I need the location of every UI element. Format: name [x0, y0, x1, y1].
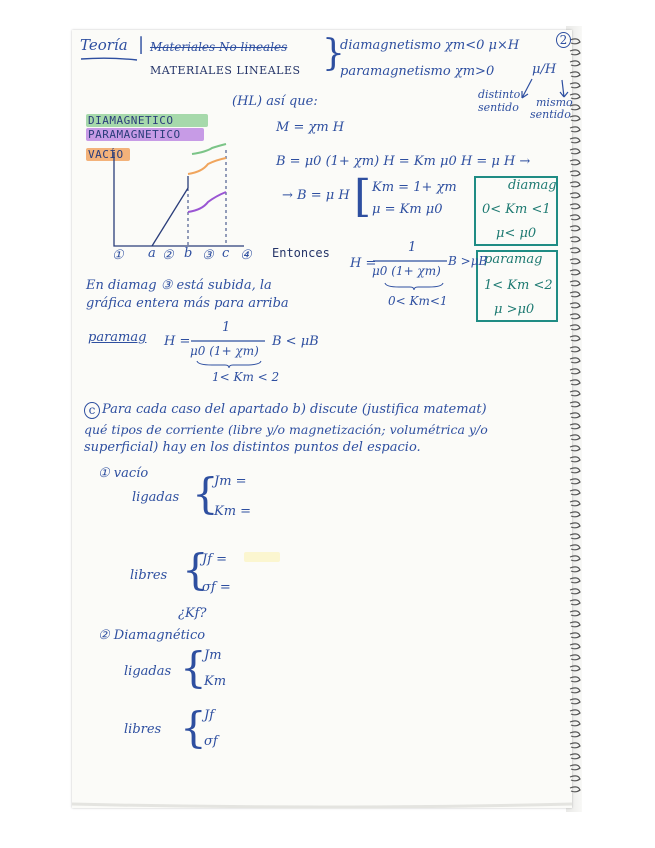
- question-line1: Para cada caso del apartado b) discute (justifica matemat): [102, 402, 487, 417]
- spiral-loop: [570, 490, 580, 495]
- spiral-loop: [570, 787, 580, 792]
- field-sketch-plot: [84, 140, 254, 250]
- spiral-loop: [570, 644, 580, 649]
- vacio-kf: ¿Kf?: [178, 606, 207, 621]
- sentido2-text: sentido: [530, 108, 571, 121]
- divider-mark: |: [138, 34, 145, 55]
- h-eq-under: 0< Km<1: [388, 294, 448, 308]
- axis-c3: ③: [202, 248, 214, 263]
- title-underline: [80, 56, 138, 62]
- axis-c1: ①: [112, 248, 124, 263]
- spiral-loop: [570, 127, 580, 132]
- spiral-loop: [570, 402, 580, 407]
- spiral-loop: [570, 446, 580, 451]
- legend-paramag: PARAMAGNETICO: [88, 128, 181, 141]
- h-direction: μ/H: [532, 62, 557, 77]
- spiral-loop: [570, 534, 580, 539]
- spiral-loop: [570, 39, 580, 44]
- spiral-loop: [570, 523, 580, 528]
- spiral-loop: [570, 149, 580, 154]
- legend-vacio: VACÍO: [88, 148, 124, 161]
- question-line3: superficial) hay en los distintos puntos del espacio.: [84, 440, 421, 455]
- spiral-loop: [570, 501, 580, 506]
- spiral-loop: [570, 61, 580, 66]
- crossed-text: Materiales No lineales: [150, 40, 288, 54]
- diam-ligadas: ligadas: [124, 664, 172, 679]
- diam-sf: σf: [204, 734, 218, 749]
- spiral-loop: [570, 743, 580, 748]
- spiral-loop: [570, 237, 580, 242]
- spiral-loop: [570, 182, 580, 187]
- vacio-jf: Jf =: [202, 552, 228, 567]
- spiral-loop: [570, 556, 580, 561]
- spiral-loop: [570, 732, 580, 737]
- diamag-box-l2: μ< μ0: [496, 226, 537, 241]
- spiral-loop: [570, 226, 580, 231]
- diam-jf: Jf: [204, 708, 215, 723]
- vacio-sf: σf =: [202, 580, 231, 595]
- legend-diamag: DIAMAGNETICO: [88, 114, 174, 127]
- paramag-eq-label: paramag: [88, 330, 147, 345]
- spiral-loop: [570, 435, 580, 440]
- paramag-eq-den: μ0 (1+ χm): [190, 344, 259, 358]
- mismo-text: mismo: [536, 96, 573, 109]
- paramag-eq-rhs: B < μB: [272, 334, 319, 349]
- spiral-loop: [570, 325, 580, 330]
- eq-b: B = μ0 (1+ χm) H = Km μ0 H = μ H →: [276, 154, 531, 169]
- paramag-eq-num: 1: [222, 320, 231, 335]
- paramag-box-title: paramag: [484, 252, 543, 267]
- spiral-loop: [570, 270, 580, 275]
- spiral-loop: [570, 578, 580, 583]
- spiral-loop: [570, 50, 580, 55]
- spiral-loop: [570, 666, 580, 671]
- spiral-loop: [570, 160, 580, 165]
- spiral-loop: [570, 776, 580, 781]
- spiral-loop: [570, 248, 580, 253]
- vacio-brace-2: {: [182, 545, 209, 594]
- spiral-loop: [570, 567, 580, 572]
- spiral-loop: [570, 391, 580, 396]
- spiral-loop: [570, 72, 580, 77]
- spiral-loop: [570, 633, 580, 638]
- eq-km: Km = 1+ χm: [372, 180, 457, 195]
- axis-a: a: [148, 246, 156, 261]
- spiral-loop: [570, 347, 580, 352]
- spiral-loop: [570, 413, 580, 418]
- spiral-loop: [570, 171, 580, 176]
- diamag-box-l1: 0< Km <1: [482, 202, 551, 217]
- spiral-loop: [570, 677, 580, 682]
- paramag-eq-under: 1< Km < 2: [212, 370, 280, 384]
- spiral-loop: [570, 336, 580, 341]
- eq-b2: → B = μ H: [282, 188, 350, 203]
- spiral-loop: [570, 259, 580, 264]
- spiral-loop: [570, 512, 580, 517]
- spiral-loop: [570, 358, 580, 363]
- spiral-loop: [570, 765, 580, 770]
- axis-c4: ④: [240, 248, 252, 263]
- diam-brace-2: {: [180, 703, 207, 752]
- spiral-loop: [570, 303, 580, 308]
- spiral-loop: [570, 314, 580, 319]
- eq-m: M = χm H: [276, 120, 345, 135]
- spiral-loop: [570, 611, 580, 616]
- axis-c: c: [222, 246, 230, 261]
- distinto-text: distinto: [478, 88, 521, 101]
- spiral-loop: [570, 600, 580, 605]
- spiral-loop: [570, 710, 580, 715]
- spiral-loop: [570, 754, 580, 759]
- paramag-line: paramagnetismo χm>0: [340, 64, 495, 79]
- paramag-eq-lhs: H =: [164, 334, 191, 349]
- spiral-loop: [570, 193, 580, 198]
- vacio-jm: Jm =: [214, 474, 247, 489]
- faint-highlight: [244, 552, 280, 562]
- diam-jm: Jm: [204, 648, 222, 663]
- spiral-loop: [570, 204, 580, 209]
- circled-two: 2: [556, 32, 571, 48]
- diam-libres: libres: [124, 722, 162, 737]
- diam-head: ② Diamagnético: [98, 628, 206, 643]
- h-eq-underbrace: [384, 282, 444, 290]
- spiral-loop: [570, 688, 580, 693]
- paramag-eq-fraction-line: [190, 340, 266, 343]
- question-letter: c: [84, 402, 100, 419]
- diam-km: Km: [204, 674, 227, 689]
- theory-title: Teoría: [80, 36, 128, 54]
- eq-mu: μ = Km μ0: [372, 202, 443, 217]
- bottom-page-shadow: [72, 800, 572, 812]
- spiral-loop: [570, 545, 580, 550]
- h-eq-rhs: B >μB: [448, 254, 488, 268]
- question-line2: qué tipos de corriente (libre y/o magnetización; volumétrica y/o: [84, 422, 488, 437]
- sentido1-text: sentido: [478, 101, 519, 114]
- spiral-loop: [570, 699, 580, 704]
- h-eq-fraction-line: [372, 260, 448, 263]
- vacio-brace-1: {: [192, 469, 219, 518]
- spiral-loop: [570, 468, 580, 473]
- spiral-loop: [570, 655, 580, 660]
- paramag-box-l1: 1< Km <2: [484, 278, 553, 293]
- spiral-loop: [570, 138, 580, 143]
- spiral-loop: [570, 369, 580, 374]
- spiral-loop: [570, 116, 580, 121]
- vacio-libres: libres: [130, 568, 168, 583]
- diamag-box-title: diamag: [508, 178, 557, 193]
- note-line2: gráfica entera más para arriba: [86, 296, 289, 311]
- spiral-loop: [570, 622, 580, 627]
- spiral-loop: [570, 479, 580, 484]
- spiral-loop: [570, 424, 580, 429]
- hl-text: (HL) así que:: [232, 94, 318, 109]
- h-eq-num: 1: [408, 240, 417, 255]
- h-eq-lhs: H =: [350, 256, 377, 271]
- vacio-ligadas: ligadas: [132, 490, 180, 505]
- vacio-head: ① vacío: [98, 466, 149, 481]
- diam-brace-1: {: [180, 643, 207, 692]
- axis-c2: ②: [162, 248, 174, 263]
- spiral-loop: [570, 380, 580, 385]
- spiral-loop: [570, 281, 580, 286]
- note-line1: En diamag ③ está subida, la: [86, 278, 272, 293]
- linear-materials: MATERIALES LINEALES: [150, 64, 301, 77]
- paramag-eq-underbrace: [196, 360, 262, 368]
- entonces-label: Entonces: [272, 246, 330, 260]
- vacio-km: Km =: [214, 504, 252, 519]
- axis-b: b: [184, 246, 193, 261]
- spiral-loop: [570, 215, 580, 220]
- spiral-loop: [570, 292, 580, 297]
- spiral-loop: [570, 721, 580, 726]
- spiral-binding: [568, 36, 582, 796]
- h-eq-den: μ0 (1+ χm): [372, 264, 441, 278]
- spiral-loop: [570, 457, 580, 462]
- brace-right: }: [322, 33, 345, 74]
- bracket-left: [: [354, 171, 372, 222]
- diamag-line: diamagnetismo χm<0 μ×H: [340, 38, 520, 53]
- paramag-box-l2: μ >μ0: [494, 302, 535, 317]
- spiral-loop: [570, 589, 580, 594]
